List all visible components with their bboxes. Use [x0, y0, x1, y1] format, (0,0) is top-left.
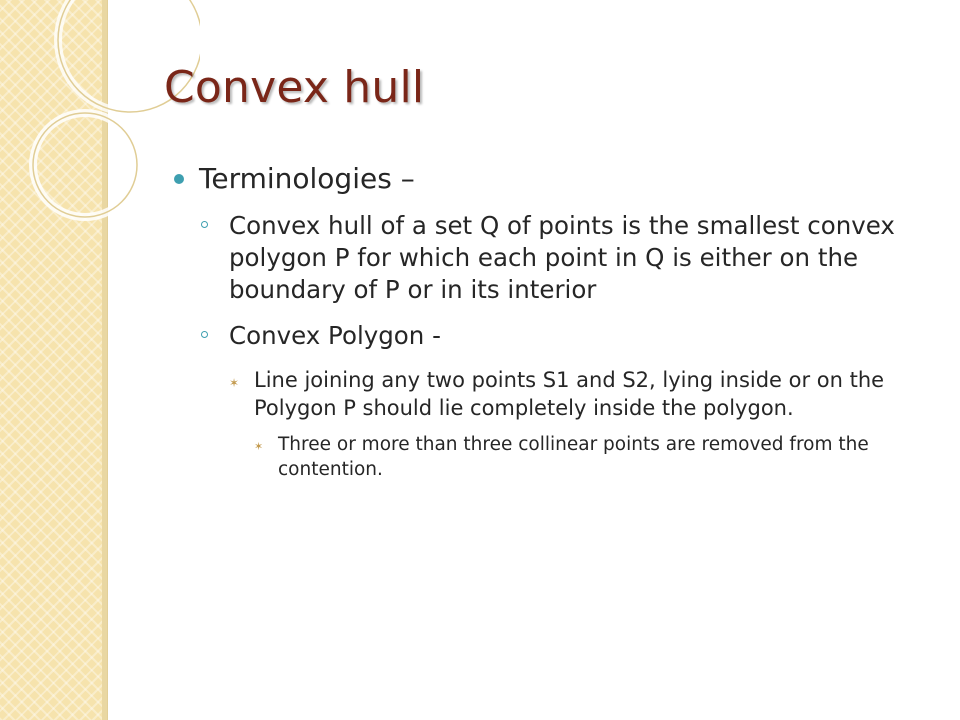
bullet-level2-text: Convex hull of a set Q of points is the smallest convex polygon P for which each point in Q is either on the boundary of P or in its interior — [229, 211, 895, 304]
bullet-level4-text: Three or more than three collinear points are removed from the contention. — [278, 434, 869, 480]
slide-title: Convex hull — [164, 62, 425, 113]
bullet-level1-text: Terminologies – — [199, 162, 415, 195]
decorative-swirl-graphic — [0, 0, 200, 240]
slide-content — [172, 162, 932, 482]
round-bullet-icon — [174, 174, 184, 184]
bullet-level4 — [254, 432, 908, 482]
bullet-level3-text: Line joining any two points S1 and S2, lying inside or on the Polygon P should lie completely inside the polygon. — [254, 368, 885, 420]
bullet-level2-definition — [201, 210, 929, 306]
ring-bullet-icon — [201, 331, 208, 338]
bullet-level3 — [229, 366, 934, 422]
ring-bullet-icon — [201, 221, 208, 228]
star-bullet-icon: ✶ — [254, 440, 264, 453]
bullet-level2-convex-polygon — [201, 320, 929, 352]
bullet-level1 — [172, 162, 932, 196]
star-bullet-icon: ✶ — [229, 376, 240, 390]
bullet-level2-text: Convex Polygon - — [229, 321, 441, 350]
